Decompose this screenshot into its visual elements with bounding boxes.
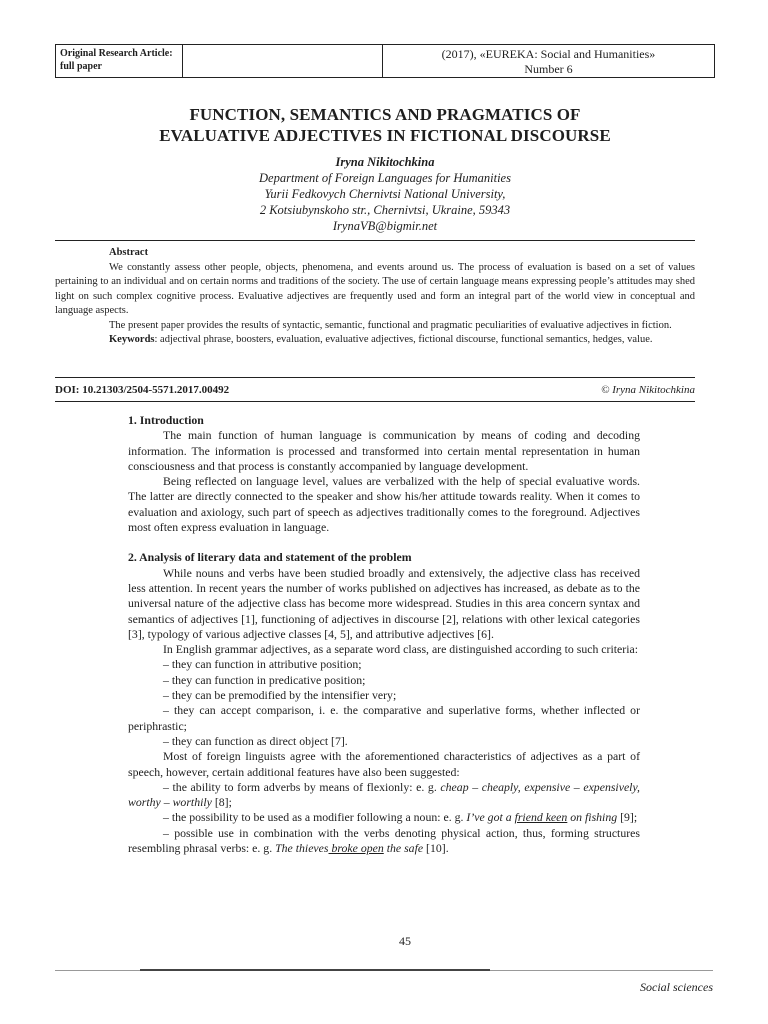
feature-1-example: cheap – cheaply, expensive – expensively, worthy – worthily [128,779,640,810]
criterion-4: – they can accept comparison, i. e. the comparative and superlative forms, whether inflected or periphrastic; [128,703,640,733]
abstract-heading: Abstract [109,247,149,258]
feature-2-example-underlined: friend keen [514,810,568,825]
abstract-top-rule [55,240,695,241]
feature-3-example-a: The thieves [275,841,329,856]
author-university: Yurii Fedkovych Chernivtsi National University, [264,187,506,201]
author-department: Department of Foreign Languages for Humanities [259,171,511,185]
abstract-paragraph-1: We constantly assess other people, objects, phenomena, and events around us. The process of evaluation is based on a set of values pertaining to an individual and on certain norms and traditions of the society. The use of certain language means expressing people’s attitudes may shed light on such complex cognitive process. Evaluative adjectives are frequently used and form an integral part of the world view in conceptual and language aspects. [55,261,695,316]
article-type-box [55,44,183,78]
page-number: 45 [399,934,411,948]
feature-3-example-b: the safe [383,841,424,856]
intro-paragraph-2: Being reflected on language level, values are verbalized with the help of special evaluative words. The latter are directly connected to the speaker and show his/her attitude towards reality. When it comes to evaluation and axiology, such part of speech as adjectives traditionally comes to the foreground. Adjectives most often express evaluation in language. [128,474,640,535]
main-text [128,413,640,856]
keywords [55,333,695,348]
feature-3-text: – possible use in combination with the verbs denoting physical action, thus, forming structures resembling phrasal verbs: e. g. [128,825,640,856]
copyright: © Iryna Nikitochkina [601,384,695,396]
paper-title [55,104,715,146]
analysis-paragraph-2: In English grammar adjectives, as a separate word class, are distinguished according to such criteria: [163,642,638,657]
footer-section-name: Social sciences [640,980,713,994]
feature-1-text: – the ability to form adverbs by means of flexionly: e. g. [163,779,441,794]
author-address: 2 Kotsiubynskoho str., Chernivtsi, Ukraine, 59343 [259,203,511,217]
doi-row [55,383,695,398]
author-email: IrynaVB@bigmir.net [332,219,438,233]
feature-3-example-underlined: broke open [328,841,384,856]
intro-paragraph-1: The main function of human language is communication by means of coding and decoding information. The information is processed and transformed into certain mental representation in human consciousness and that process is constantly accompanied by language development. [128,428,640,473]
abstract-section [55,246,695,348]
author-block [55,154,715,234]
article-type-line-1: Original Research Article: [60,48,173,59]
journal-box [382,44,715,78]
abstract-bottom-rule [55,377,695,378]
header-spacer [183,44,382,78]
feature-2-example-a: I’ve got a [466,810,515,825]
feature-2 [128,810,640,825]
feature-2-example-b: on fishing [567,810,618,825]
abstract-paragraph-2: The present paper provides the results of syntactic, semantic, functional and pragmatic peculiarities of evaluative adjectives in fiction. [109,319,672,331]
feature-3-ref: [10]. [423,841,449,856]
feature-2-ref: [9]; [617,810,638,825]
section-heading-introduction: 1. Introduction [128,413,204,427]
feature-3 [128,826,640,857]
title-line-2: EVALUATIVE ADJECTIVES IN FICTIONAL DISCOURSE [159,126,611,145]
feature-1-ref: [8]; [211,795,232,810]
author-name: Iryna Nikitochkina [335,155,435,169]
feature-2-text: – the possibility to be used as a modifier following a noun: e. g. [163,810,467,825]
title-line-1: FUNCTION, SEMANTICS AND PRAGMATICS OF [189,105,581,124]
criterion-3: – they can be premodified by the intensifier very; [163,688,397,703]
journal-line-2: Number 6 [524,62,573,76]
analysis-paragraph-1: While nouns and verbs have been studied broadly and extensively, the adjective class has received less attention. In recent years the number of works published on adjectives has increased, as debate as to the universal nature of the adjective class has become more widespread. Studies in this area concern syntax and semantics of adjectives [1], functioning of adjectives in discourse [2], relations with other lexical categories [3], typology of various adjective classes [4, 5], and attributive adjectives [6]. [128,565,640,641]
analysis-paragraph-3: Most of foreign linguists agree with the aforementioned characteristics of adjectives as a part of speech, however, certain additional features have also been suggested: [128,749,640,779]
criterion-1: – they can function in attributive position; [163,657,362,672]
criterion-2: – they can function in predicative position; [163,672,366,687]
feature-1 [128,780,640,811]
doi-link[interactable]: DOI: 10.21303/2504-5571.2017.00492 [55,384,230,396]
section-heading-analysis: 2. Analysis of literary data and statement of the problem [128,550,412,565]
article-type-line-2: full paper [60,61,102,72]
doi-rule [55,401,695,402]
keywords-label: Keywords [109,334,155,345]
journal-line-1: (2017), «EUREKA: Social and Humanities» [441,47,656,61]
footer-rule-accent [140,969,490,971]
keywords-list: : adjectival phrase, boosters, evaluation, evaluative adjectives, fictional discourse, functional semantics, hedges, value. [154,334,653,345]
criterion-5: – they can function as direct object [7]. [163,733,348,748]
